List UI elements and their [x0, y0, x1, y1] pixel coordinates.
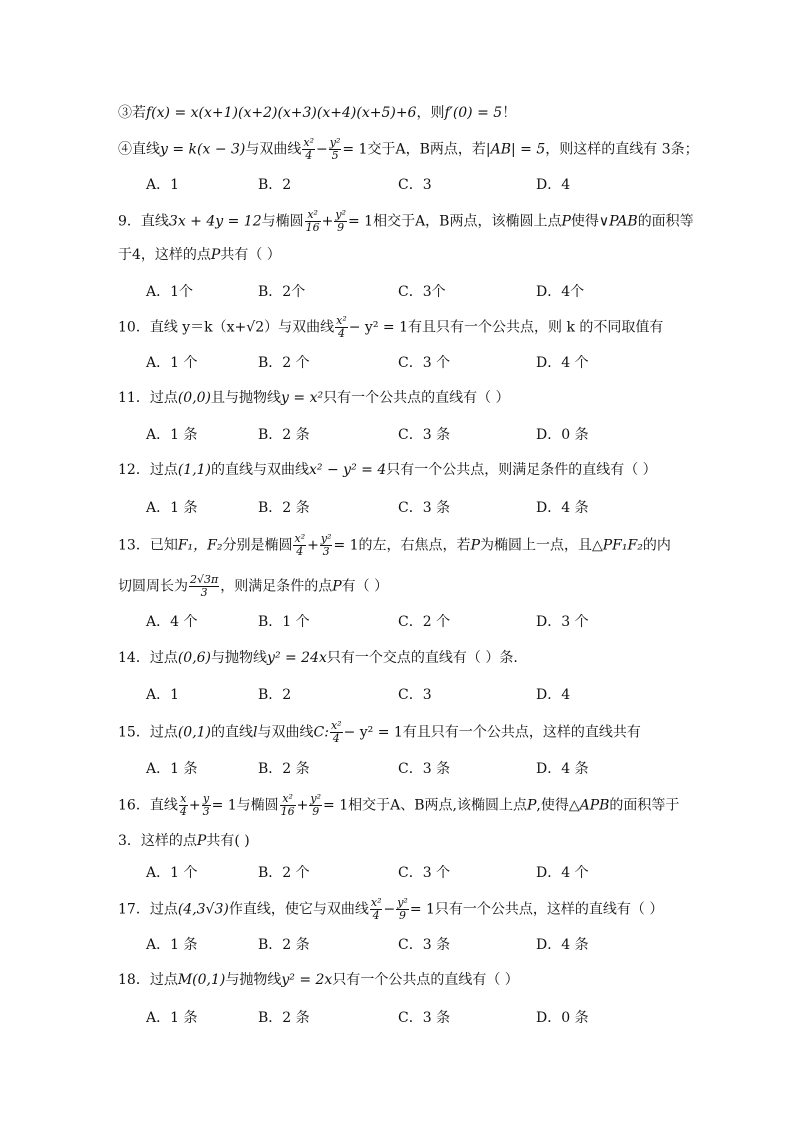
text: 3．这样的点: [118, 833, 197, 849]
options-q8: [146, 174, 786, 194]
math: F₁，F₂: [177, 537, 223, 554]
option-d[interactable]: D．3 个: [536, 614, 589, 630]
text: 16．直线: [118, 797, 178, 814]
math: PF₁F₂: [602, 537, 643, 554]
fraction: $\frac{\text{y²}}{5}$: [329, 136, 341, 162]
question-13-line1: [118, 533, 671, 558]
math: P: [196, 833, 207, 849]
option-c[interactable]: C．3: [398, 687, 432, 703]
math: ∨PAB: [598, 213, 638, 230]
statement-3: [118, 103, 516, 123]
fraction: $\frac{\text{x²}}{4}$: [336, 314, 347, 340]
math: P: [332, 578, 342, 595]
text: 与双曲线: [245, 141, 302, 158]
math: y = k(x − 3): [160, 141, 246, 158]
math: (4,3√3): [177, 901, 229, 918]
text: − y² = 1有且只有一个公共点，这样的直线共有: [343, 724, 641, 741]
fraction: $\frac{y}{3}$: [202, 792, 210, 818]
option-a[interactable]: A．4 个: [146, 614, 198, 630]
option-a[interactable]: A．1: [146, 177, 180, 193]
options-q9: [146, 281, 786, 301]
option-b[interactable]: B．2: [258, 687, 292, 703]
option-c[interactable]: C．3 条: [398, 937, 451, 953]
operator: +: [307, 537, 319, 554]
fraction: $\frac{\text{x²}}{4}$: [303, 136, 315, 162]
text: 11．过点: [118, 390, 178, 406]
option-c[interactable]: C．3 条: [398, 500, 451, 516]
text: 的直线与双曲线: [211, 462, 310, 478]
question-9-line2: [118, 245, 281, 265]
fraction: $\frac{\text{y²}}{9}$: [335, 208, 346, 234]
option-c[interactable]: C．3 条: [398, 1010, 451, 1026]
option-c[interactable]: C．3 条: [398, 427, 451, 443]
text: 14．过点: [118, 650, 178, 666]
math: P: [470, 537, 480, 554]
option-b[interactable]: B．2 条: [258, 500, 310, 516]
text: 只有一个公共点的直线有（ ）: [332, 972, 519, 988]
options-q18: [146, 1007, 786, 1027]
text: 且与抛物线: [211, 390, 282, 406]
question-16-line2: [118, 831, 250, 851]
options-q12: [146, 497, 786, 517]
options-q17: [146, 934, 786, 954]
math: M(0,1): [177, 972, 226, 988]
text: 12．过点: [118, 462, 178, 478]
options-q13: [146, 611, 786, 631]
text: 作直线，使它与双曲线: [228, 901, 369, 918]
fraction: $\frac{\text{x²}}{4}$: [294, 532, 306, 558]
options-q15: [146, 758, 786, 778]
text: 15．过点: [118, 724, 178, 741]
text: 只有一个交点的直线有（ ）条.: [326, 650, 518, 666]
math: P: [210, 247, 221, 263]
question-13-line2: [118, 574, 388, 599]
question-12: [118, 460, 657, 480]
fraction: $\frac{x}{4}$: [179, 792, 187, 818]
option-d[interactable]: D．4 条: [536, 937, 589, 953]
option-c[interactable]: C．2 个: [398, 614, 451, 630]
option-b[interactable]: B．2 条: [258, 937, 310, 953]
option-a[interactable]: A．1 条: [146, 761, 198, 777]
option-d[interactable]: D．4 个: [536, 355, 589, 371]
question-17: [118, 897, 663, 922]
text: 9．直线: [118, 213, 169, 230]
math: (1,1): [177, 462, 212, 478]
option-a[interactable]: A．1 条: [146, 427, 198, 443]
option-b[interactable]: B．2: [258, 177, 292, 193]
option-a[interactable]: A．1 个: [146, 355, 198, 371]
math: √2: [246, 319, 265, 336]
text: 为椭圆上一点，且△: [479, 537, 603, 554]
text: − y² = 1有且只有一个公共点，则 k 的不同取值有: [348, 319, 664, 336]
text: = 1与椭圆: [211, 797, 279, 814]
text: = 1相交于A、B两点,该椭圆上点: [323, 797, 527, 814]
text: 分别是椭圆: [222, 537, 293, 554]
text: ,使得△: [536, 797, 580, 814]
text: 共有( ): [206, 833, 250, 849]
question-16-line1: [118, 793, 679, 818]
option-b[interactable]: B．2个: [258, 284, 306, 300]
math: y² = 24x: [267, 650, 327, 666]
option-b[interactable]: B．2 条: [258, 427, 310, 443]
math: l: [253, 724, 258, 741]
text: 的面积等于: [609, 797, 680, 814]
option-b[interactable]: B．2 个: [258, 355, 310, 371]
text: ，则这样的直线有 3条；: [545, 141, 699, 158]
math: APB: [579, 797, 610, 814]
math: y = x²: [281, 390, 324, 406]
text: 与双曲线: [257, 724, 314, 741]
text: 的内: [642, 537, 671, 554]
options-q11: [146, 424, 786, 444]
option-a[interactable]: A．1 条: [146, 937, 198, 953]
option-c[interactable]: C．3 条: [398, 761, 451, 777]
option-d[interactable]: D．4: [536, 177, 571, 193]
fraction: $\frac{\text{x²}}{16}$: [280, 792, 295, 818]
question-15: [118, 720, 641, 745]
text: ，则: [416, 105, 445, 121]
math: P: [526, 797, 537, 814]
operator: +: [188, 797, 201, 814]
options-q16: [146, 862, 786, 882]
option-d[interactable]: D．4 条: [536, 761, 589, 777]
options-q14: [146, 684, 786, 704]
math: f(x) = x(x+1)(x+2)(x+3)(x+4)(x+5)+6: [146, 105, 417, 121]
option-d[interactable]: D．4: [536, 687, 571, 703]
option-c[interactable]: C．3 个: [398, 355, 451, 371]
question-14: [118, 648, 518, 668]
option-a[interactable]: A．1 个: [146, 865, 198, 881]
text: ）与双曲线: [264, 319, 335, 336]
operator: −: [316, 141, 328, 158]
option-a[interactable]: A．1: [146, 687, 180, 703]
option-d[interactable]: D．0 条: [536, 427, 589, 443]
text: 的面积等: [637, 213, 694, 230]
text: ③若: [118, 105, 146, 121]
text: 与抛物线: [225, 972, 282, 988]
math: |AB| = 5: [485, 141, 546, 158]
text: 切圆周长为: [118, 578, 188, 595]
text: ④直线: [118, 141, 160, 158]
text: = 1的左，右焦点，若: [333, 537, 471, 554]
math: C:: [313, 724, 329, 741]
text: = 1交于A，B两点，若: [342, 141, 486, 158]
question-18: [118, 970, 519, 990]
math: P: [561, 213, 571, 230]
math: (0,1): [177, 724, 212, 741]
option-b[interactable]: B．2 条: [258, 1010, 310, 1026]
question-9-line1: [118, 209, 694, 234]
math: (0,6): [177, 650, 212, 666]
option-d[interactable]: D．4个: [536, 284, 585, 300]
fraction: $\frac{2√3\pi}{3}$: [190, 573, 219, 599]
operator: −: [383, 901, 396, 918]
option-a[interactable]: A．1个: [146, 284, 194, 300]
text: 与抛物线: [211, 650, 268, 666]
math: (0,0): [177, 390, 212, 406]
text: 13．已知: [118, 537, 178, 554]
text: 与椭圆: [261, 213, 304, 230]
text: 只有一个公共点的直线有（ ）: [323, 390, 510, 406]
option-c[interactable]: C．3: [398, 177, 432, 193]
text: ！: [502, 105, 517, 121]
option-b[interactable]: B．2 个: [258, 865, 310, 881]
fraction: $\frac{\text{x²}}{4}$: [370, 896, 382, 922]
option-a[interactable]: A．1 条: [146, 1010, 198, 1026]
fraction: $\frac{\text{y²}}{3}$: [320, 532, 332, 558]
operator: +: [321, 213, 334, 230]
statement-4: [118, 137, 699, 162]
fraction: $\frac{\text{x²}}{16}$: [305, 208, 320, 234]
operator: +: [296, 797, 309, 814]
text: 共有（ ）: [220, 247, 281, 263]
option-b[interactable]: B．1 个: [258, 614, 310, 630]
option-c[interactable]: C．3 个: [398, 865, 451, 881]
fraction: $\frac{\text{y²}}{9}$: [310, 792, 322, 818]
math: 3x + 4y = 12: [168, 213, 262, 230]
text: 18．过点: [118, 972, 178, 988]
question-10: [118, 315, 663, 340]
option-d[interactable]: D．4 个: [536, 865, 589, 881]
math: y² = 2x: [281, 972, 333, 988]
question-11: [118, 388, 510, 408]
options-q10: [146, 352, 786, 372]
text: 17．过点: [118, 901, 178, 918]
option-d[interactable]: D．4 条: [536, 500, 589, 516]
fraction: $\frac{\text{x²}}{4}$: [330, 719, 342, 745]
option-a[interactable]: A．1 条: [146, 500, 198, 516]
option-b[interactable]: B．2 条: [258, 761, 310, 777]
text: 使得: [570, 213, 599, 230]
math: f′(0) = 5: [444, 105, 503, 121]
text: 只有一个公共点，则满足条件的直线有（ ）: [386, 462, 657, 478]
text: 于4，这样的点: [118, 247, 211, 263]
text: 的直线: [211, 724, 254, 741]
option-d[interactable]: D．0 条: [536, 1010, 589, 1026]
text: ，则满足条件的点: [220, 578, 333, 595]
fraction: $\frac{\text{y²}}{9}$: [397, 896, 408, 922]
text: 10．直线 y＝k（x+: [118, 319, 247, 336]
text: = 1相交于A，B两点，该椭圆上点: [347, 213, 562, 230]
option-c[interactable]: C．3个: [398, 284, 446, 300]
text: = 1只有一个公共点，这样的直线有（ ）: [409, 901, 664, 918]
text: 有（ ）: [341, 578, 389, 595]
math: x² − y² = 4: [309, 462, 387, 478]
